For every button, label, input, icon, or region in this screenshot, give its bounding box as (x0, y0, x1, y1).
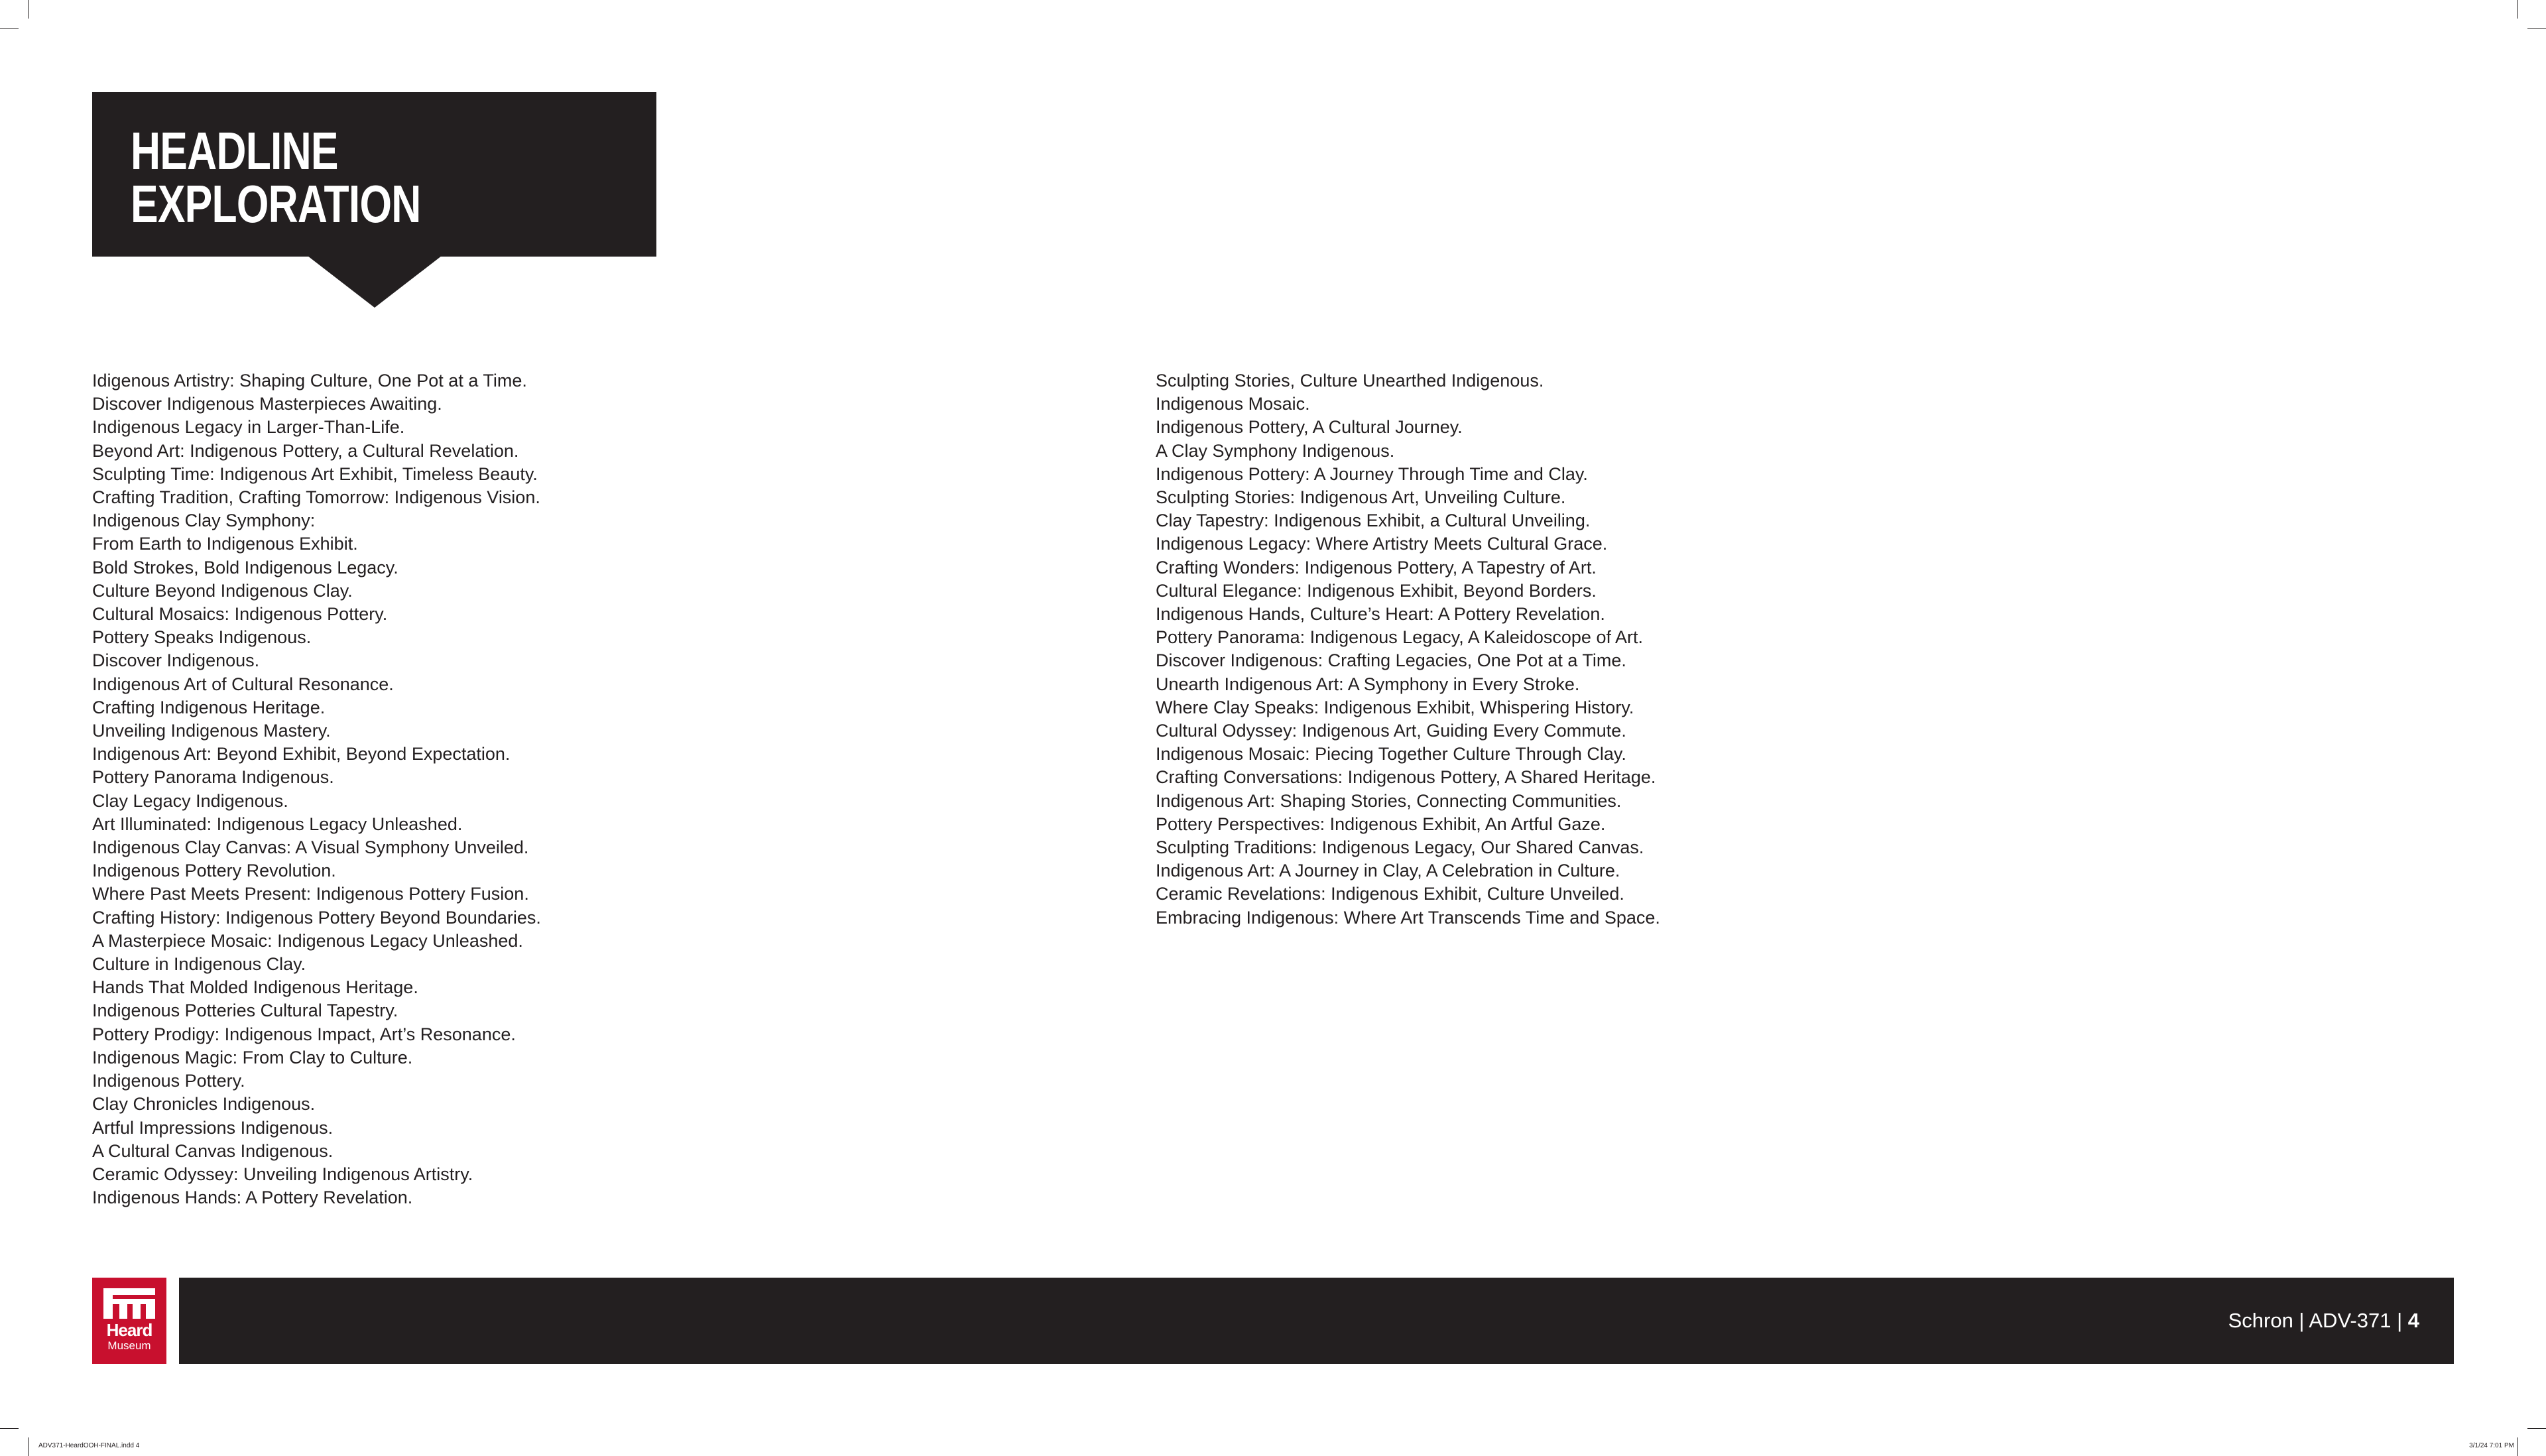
heard-museum-hm-mark-icon (103, 1288, 155, 1319)
logo-text-museum: Museum (107, 1339, 151, 1352)
headline-option: Unearth Indigenous Art: A Symphony in Every Stroke. (1156, 674, 1580, 694)
headline-option: Crafting Indigenous Heritage. (92, 697, 326, 717)
headline-option: Indigenous Pottery Revolution. (92, 861, 336, 881)
headline-option: Indigenous Art: Beyond Exhibit, Beyond Expectation. (92, 744, 511, 764)
headline-option: Cultural Odyssey: Indigenous Art, Guiding Every Commute. (1156, 721, 1626, 741)
headline-option: Pottery Panorama Indigenous. (92, 767, 334, 788)
headline-option: Indigenous Hands, Culture’s Heart: A Pottery Revelation. (1156, 604, 1605, 625)
page-title (131, 121, 421, 233)
headline-option: Cultural Elegance: Indigenous Exhibit, Beyond Borders. (1156, 580, 1597, 601)
headline-option: Embracing Indigenous: Where Art Transcends Time and Space. (1156, 907, 1660, 928)
headline-option: Beyond Art: Indigenous Pottery, a Cultural Revelation. (92, 440, 519, 461)
footer-bar (179, 1278, 2454, 1364)
headline-option: Indigenous Mosaic. (1156, 394, 1310, 414)
headline-option: Indigenous Legacy: Where Artistry Meets Cultural Grace. (1156, 534, 1608, 554)
headline-option: Artful Impressions Indigenous. (92, 1117, 333, 1138)
headline-option: Indigenous Art: Shaping Stories, Connecting Communities. (1156, 790, 1622, 811)
headline-option: Indigenous Magic: From Clay to Culture. (92, 1047, 413, 1067)
headline-option: Discover Indigenous. (92, 650, 260, 671)
slug-date: 3/1/24 7:01 PM (2469, 1442, 2514, 1449)
headline-list-left (92, 369, 541, 1209)
headline-option: Pottery Panorama: Indigenous Legacy, A Kaleidoscope of Art. (1156, 627, 1643, 648)
crop-mark (0, 1428, 19, 1429)
headline-option: From Earth to Indigenous Exhibit. (92, 534, 358, 554)
headline-list-right (1156, 369, 1660, 930)
headline-option: Indigenous Pottery. (92, 1071, 245, 1091)
footer-credit (2228, 1309, 2419, 1333)
headline-option: Hands That Molded Indigenous Heritage. (92, 977, 418, 998)
headline-option: Sculpting Stories, Culture Unearthed Indigenous. (1156, 371, 1544, 391)
headline-option: Discover Indigenous: Crafting Legacies, One Pot at a Time. (1156, 650, 1626, 671)
headline-option: Indigenous Clay Symphony: (92, 511, 316, 531)
headline-option: Culture Beyond Indigenous Clay. (92, 580, 353, 601)
headline-option: A Clay Symphony Indigenous. (1156, 440, 1395, 461)
crop-mark (2527, 1428, 2546, 1429)
headline-option: Discover Indigenous Masterpieces Awaiting. (92, 394, 442, 414)
headline-option: Indigenous Potteries Cultural Tapestry. (92, 1001, 398, 1021)
headline-option: Crafting History: Indigenous Pottery Beyond Boundaries. (92, 907, 541, 928)
headline-option: Unveiling Indigenous Mastery. (92, 721, 331, 741)
crop-mark (2517, 1437, 2518, 1456)
headline-option: Indigenous Art of Cultural Resonance. (92, 674, 394, 694)
page-number: 4 (2407, 1309, 2419, 1332)
headline-option: Where Clay Speaks: Indigenous Exhibit, Whispering History. (1156, 697, 1634, 717)
crop-mark (28, 1437, 29, 1456)
headline-option: Art Illuminated: Indigenous Legacy Unleashed. (92, 814, 463, 834)
headline-option: Crafting Tradition, Crafting Tomorrow: Indigenous Vision. (92, 487, 540, 508)
headline-option: Clay Tapestry: Indigenous Exhibit, a Cultural Unveiling. (1156, 511, 1591, 531)
headline-option: Pottery Perspectives: Indigenous Exhibit, An Artful Gaze. (1156, 814, 1606, 834)
headline-option: Clay Chronicles Indigenous. (92, 1094, 316, 1115)
crop-mark (2527, 28, 2546, 29)
headline-option: Indigenous Art: A Journey in Clay, A Celebration in Culture. (1156, 861, 1620, 881)
crop-mark (2517, 0, 2518, 19)
title-line-1: HEADLINE (131, 121, 338, 180)
heard-museum-logo (92, 1278, 166, 1364)
headline-option: Sculpting Stories: Indigenous Art, Unveiling Culture. (1156, 487, 1566, 508)
headline-option: Indigenous Clay Canvas: A Visual Symphony Unveiled. (92, 837, 529, 858)
headline-option: Crafting Wonders: Indigenous Pottery, A Tapestry of Art. (1156, 557, 1597, 577)
headline-option: Cultural Mosaics: Indigenous Pottery. (92, 604, 388, 625)
crop-mark (28, 0, 29, 19)
headline-option: Indigenous Pottery: A Journey Through Time and Clay. (1156, 463, 1588, 484)
headline-option: Indigenous Pottery, A Cultural Journey. (1156, 417, 1463, 438)
headline-option: A Masterpiece Mosaic: Indigenous Legacy Unleashed. (92, 930, 523, 951)
headline-pointer (308, 256, 442, 308)
headline-option: Pottery Speaks Indigenous. (92, 627, 312, 648)
logo-text-heard: Heard (106, 1320, 152, 1340)
crop-mark (0, 28, 19, 29)
headline-option: Clay Legacy Indigenous. (92, 790, 288, 811)
headline-option: Ceramic Revelations: Indigenous Exhibit, Culture Unveiled. (1156, 884, 1624, 904)
slug-filename: ADV371-HeardOOH-FINAL.indd 4 (38, 1442, 140, 1449)
headline-option: Ceramic Odyssey: Unveiling Indigenous Artistry. (92, 1164, 473, 1184)
headline-option: Indigenous Legacy in Larger-Than-Life. (92, 417, 405, 438)
headline-option: Indigenous Hands: A Pottery Revelation. (92, 1187, 413, 1208)
headline-option: Bold Strokes, Bold Indigenous Legacy. (92, 557, 398, 577)
headline-option: A Cultural Canvas Indigenous. (92, 1140, 333, 1161)
headline-option: Sculpting Time: Indigenous Art Exhibit, Timeless Beauty. (92, 463, 538, 484)
headline-option: Crafting Conversations: Indigenous Pottery, A Shared Heritage. (1156, 767, 1656, 788)
headline-option: Idigenous Artistry: Shaping Culture, One Pot at a Time. (92, 371, 527, 391)
title-line-2: EXPLORATION (131, 174, 421, 233)
headline-option: Pottery Prodigy: Indigenous Impact, Art’s Resonance. (92, 1024, 516, 1044)
headline-option: Sculpting Traditions: Indigenous Legacy, Our Shared Canvas. (1156, 837, 1644, 858)
footer-author-course: Schron | ADV-371 | (2228, 1309, 2408, 1332)
headline-option: Culture in Indigenous Clay. (92, 954, 306, 975)
headline-option: Indigenous Mosaic: Piecing Together Culture Through Clay. (1156, 744, 1626, 764)
headline-option: Where Past Meets Present: Indigenous Pottery Fusion. (92, 884, 529, 904)
